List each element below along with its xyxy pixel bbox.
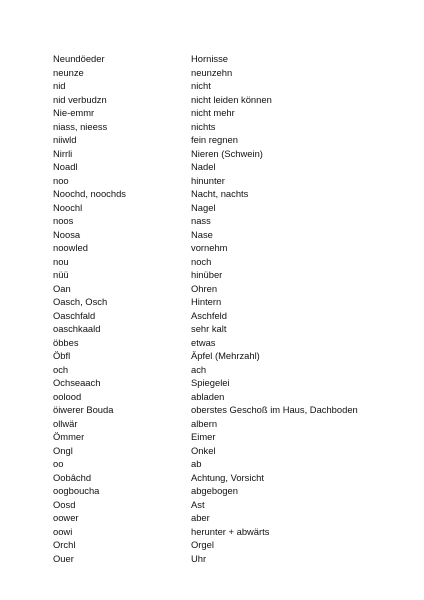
german-translation: Äpfel (Mehrzahl) (191, 350, 260, 361)
dialect-term: öbbes (53, 336, 79, 348)
glossary-row (53, 147, 413, 161)
glossary-row (53, 322, 413, 336)
german-translation: Nieren (Schwein) (191, 147, 263, 159)
german-translation: sehr kalt (191, 323, 227, 334)
dialect-term: neunze (53, 66, 84, 78)
german-translation: Hintern (191, 296, 222, 307)
glossary-row (53, 444, 413, 458)
dialect-term: noo (53, 174, 69, 186)
glossary-row (53, 525, 413, 539)
german-translation: Nadel (191, 161, 216, 172)
dialect-term: Nirrli (53, 147, 73, 159)
glossary-row (53, 66, 413, 80)
glossary-row (53, 390, 413, 404)
glossary-row (53, 79, 413, 93)
german-translation: Achtung, Vorsicht (191, 471, 264, 483)
dialect-term: nid verbudzn (53, 93, 107, 105)
german-translation: hinunter (191, 174, 225, 186)
glossary-row (53, 430, 413, 444)
dialect-term: oaschkaald (53, 323, 101, 334)
dialect-term: Ongl (53, 444, 73, 456)
glossary-row (53, 255, 413, 269)
german-translation: Uhr (191, 552, 207, 564)
glossary-row (53, 120, 413, 134)
dialect-term: nid (53, 80, 66, 91)
german-translation: nicht leiden können (191, 93, 272, 105)
dialect-term: Ouer (53, 552, 74, 564)
dialect-term: och (53, 363, 69, 375)
dialect-term: Noadl (53, 161, 78, 172)
glossary-row (53, 133, 413, 147)
glossary-row (53, 201, 413, 215)
german-translation: ach (191, 363, 207, 375)
german-translation: Nagel (191, 201, 216, 213)
dialect-term: Orchl (53, 539, 76, 550)
glossary-row (53, 484, 413, 498)
dialect-term: Oobâchd (53, 471, 92, 483)
dialect-term: oolood (53, 390, 82, 402)
glossary-row (53, 376, 413, 390)
dialect-term: öiwerer Bouda (53, 404, 114, 415)
glossary-row (53, 552, 413, 566)
glossary-row (53, 241, 413, 255)
german-translation: Ohren (191, 282, 218, 294)
glossary-row (53, 295, 413, 309)
dialect-term: oower (53, 512, 79, 523)
german-translation: abladen (191, 390, 225, 402)
dialect-term: oo (53, 458, 64, 469)
german-translation: nass (191, 215, 211, 226)
glossary-row (53, 511, 413, 525)
german-translation: oberstes Geschoß im Haus, Dachboden (191, 404, 358, 415)
german-translation: vornehm (191, 242, 228, 253)
german-translation: albern (191, 417, 218, 429)
glossary-row (53, 403, 413, 417)
glossary-row (53, 538, 413, 552)
dialect-term: nou (53, 255, 69, 267)
german-translation: abgebogen (191, 485, 238, 496)
german-translation: ab (191, 458, 202, 469)
dialect-term: Nie-emmr (53, 107, 95, 118)
glossary-row (53, 93, 413, 107)
glossary-row (53, 228, 413, 242)
german-translation: aber (191, 512, 210, 523)
dialect-term: niiwld (53, 134, 77, 145)
dialect-term: Oosd (53, 498, 76, 510)
glossary-row (53, 52, 413, 66)
german-translation: Aschfeld (191, 309, 227, 321)
glossary-list (53, 52, 413, 565)
dialect-term: Neundöeder (53, 53, 105, 64)
dialect-term: Oasch, Osch (53, 296, 108, 307)
german-translation: Onkel (191, 444, 216, 456)
glossary-row (53, 106, 413, 120)
german-translation: noch (191, 255, 212, 267)
dialect-term: ollwär (53, 417, 78, 429)
dialect-term: Ömmer (53, 431, 85, 442)
glossary-row (53, 309, 413, 323)
german-translation: nicht (191, 80, 211, 91)
german-translation: Hornisse (191, 53, 228, 64)
german-translation: nichts (191, 120, 216, 132)
german-translation: Orgel (191, 539, 214, 550)
german-translation: hinüber (191, 269, 223, 280)
glossary-row (53, 282, 413, 296)
glossary-row (53, 471, 413, 485)
german-translation: Eimer (191, 431, 216, 442)
german-translation: nicht mehr (191, 107, 235, 118)
glossary-row (53, 417, 413, 431)
dialect-term: noos (53, 215, 74, 226)
german-translation: Spiegelei (191, 377, 230, 388)
dialect-term: Noochl (53, 201, 83, 213)
dialect-term: Ochseaach (53, 377, 101, 388)
dialect-term: oogboucha (53, 485, 100, 496)
german-translation: fein regnen (191, 134, 238, 145)
dialect-term: Noosa (53, 228, 81, 240)
german-translation: Nacht, nachts (191, 188, 249, 199)
dialect-term: Oaschfald (53, 309, 96, 321)
german-translation: Ast (191, 498, 205, 510)
german-translation: etwas (191, 336, 216, 348)
german-translation: neunzehn (191, 66, 233, 78)
glossary-row (53, 363, 413, 377)
glossary-row (53, 268, 413, 282)
glossary-row (53, 187, 413, 201)
dialect-term: Noochd, noochds (53, 188, 126, 199)
dialect-term: Oan (53, 282, 71, 294)
dialect-term: nüü (53, 269, 69, 280)
dialect-term: Öbfl (53, 350, 71, 361)
german-translation: Nase (191, 228, 213, 240)
dialect-term: noowled (53, 242, 88, 253)
german-translation: herunter + abwärts (191, 525, 270, 537)
glossary-row (53, 336, 413, 350)
glossary-row (53, 160, 413, 174)
glossary-row (53, 349, 413, 363)
glossary-row (53, 214, 413, 228)
glossary-row (53, 498, 413, 512)
glossary-row (53, 174, 413, 188)
dialect-term: niass, nieess (53, 120, 108, 132)
dialect-term: oowi (53, 525, 73, 537)
glossary-row (53, 457, 413, 471)
